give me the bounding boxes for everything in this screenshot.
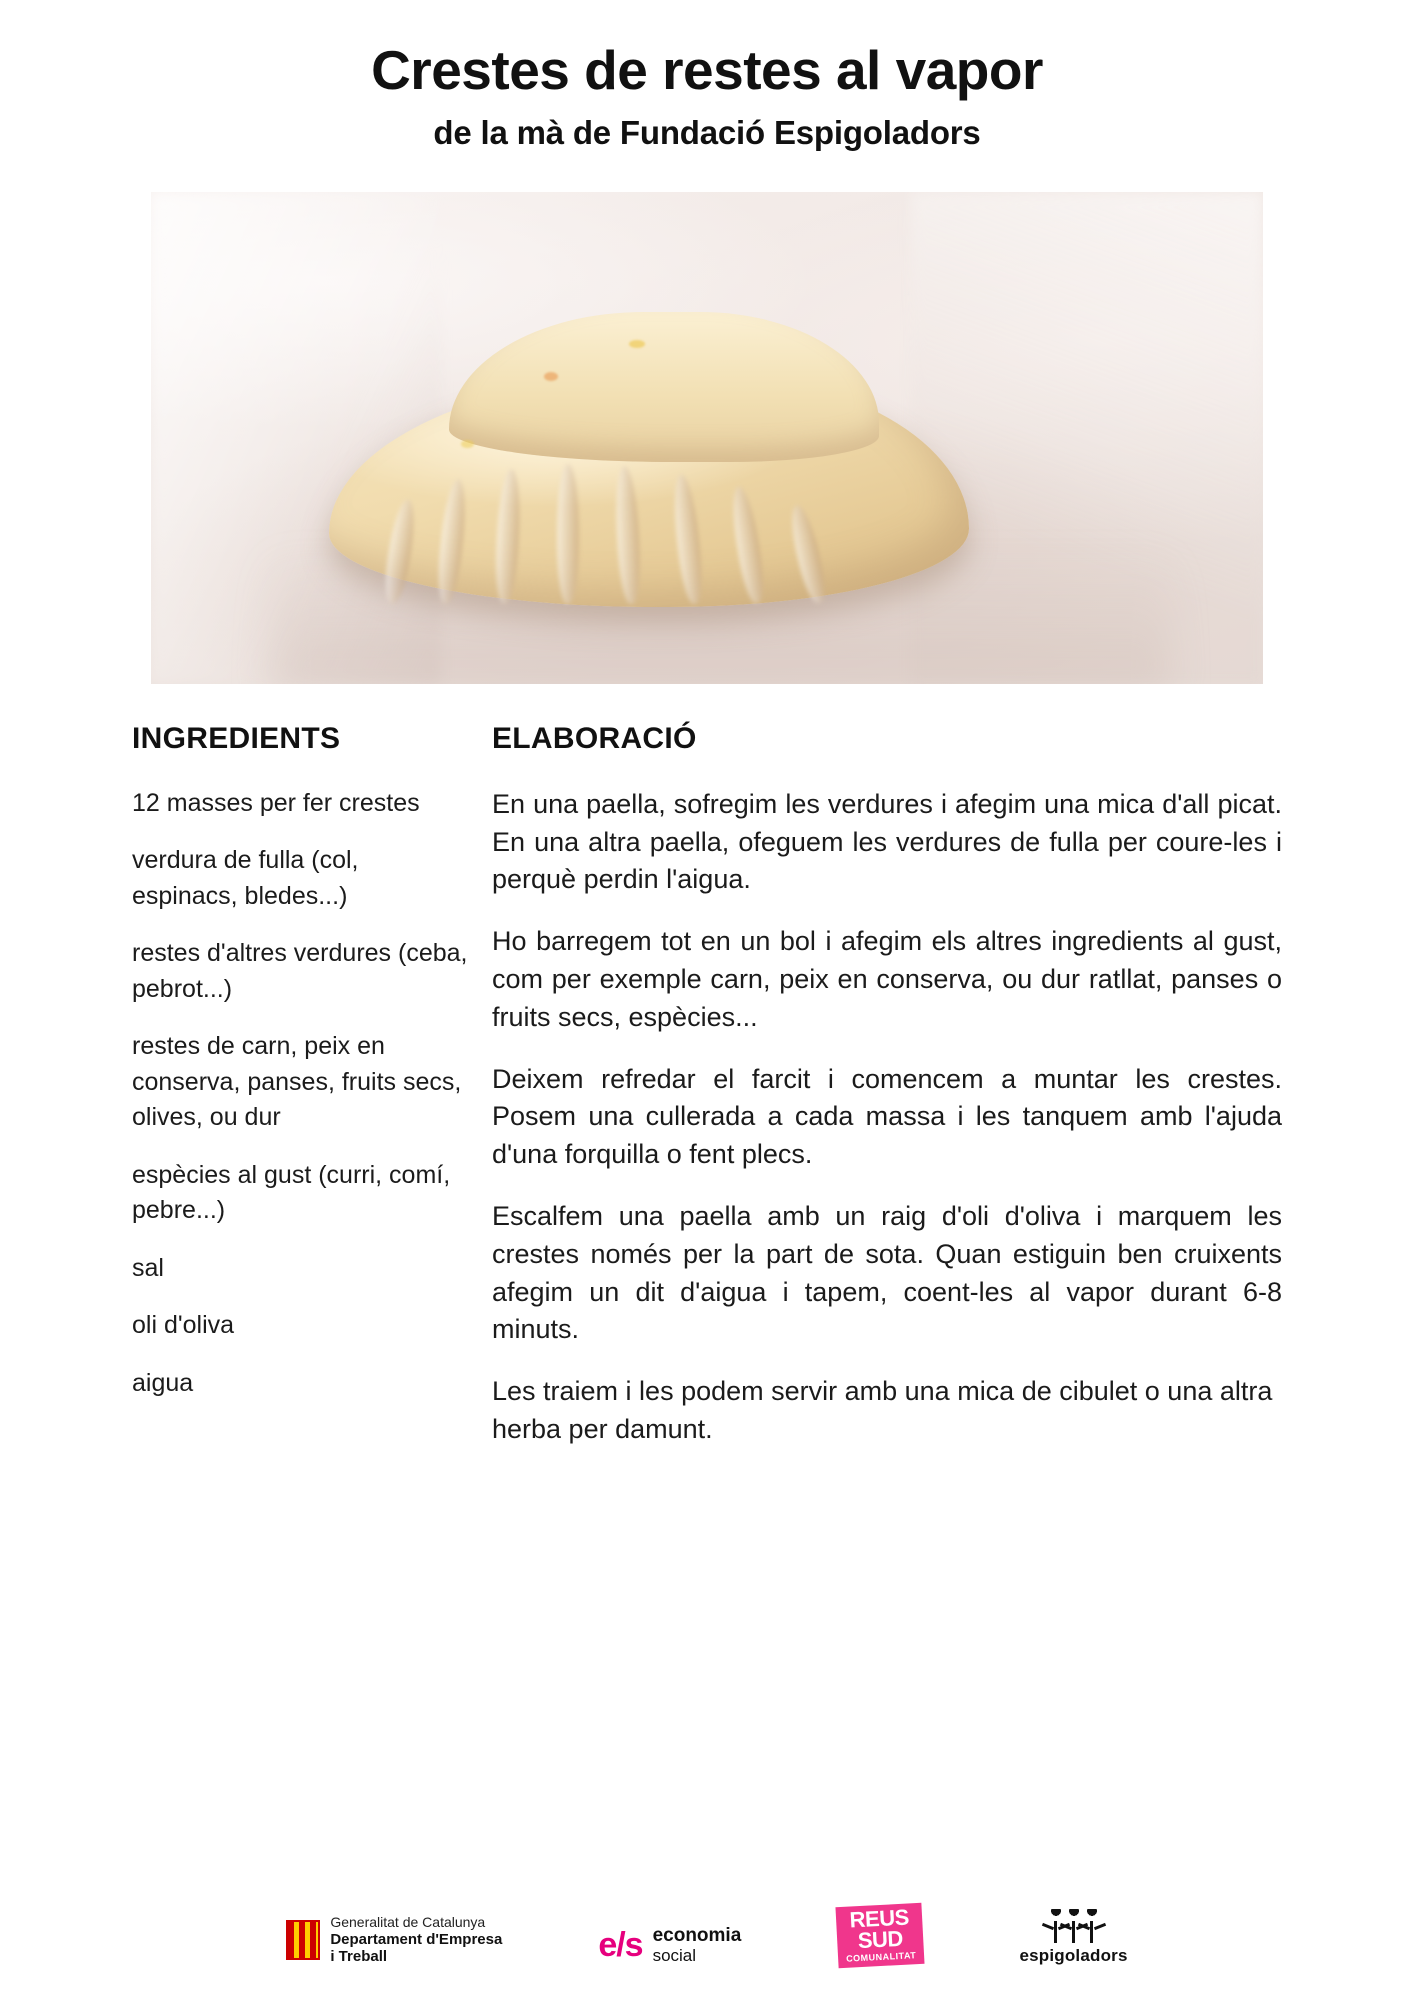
economia-social-line2: social — [652, 1946, 697, 1966]
espigoladors-people-icon — [1019, 1903, 1127, 1943]
recipe-photo — [151, 192, 1263, 684]
ingredients-heading: INGREDIENTS — [132, 721, 341, 755]
ingredient-item: aigua — [132, 1368, 194, 1397]
dumpling-illustration — [329, 312, 969, 612]
recipe-body — [0, 722, 1414, 1473]
generalitat-flag-icon — [286, 1920, 320, 1960]
ingredient-item: restes de carn, peix en conserva, panses, fruits secs, olives, ou dur — [132, 1032, 462, 1132]
ingredients-column — [132, 722, 492, 1473]
photo-background — [151, 192, 1263, 684]
generalitat-line2: Departament d'Empresa — [330, 1930, 503, 1948]
economia-social-line1: economia — [652, 1924, 742, 1946]
method-step: Ho barregem tot en un bol i afegim els altres ingredients al gust, com per exemple carn, peix en conserva, ou dur ratllat, panses o fruits secs, espècies... — [492, 926, 1282, 1032]
filling-crumb — [544, 372, 558, 381]
reus-sud-line2: SUD — [857, 1925, 904, 1953]
ingredient-item: sal — [132, 1253, 164, 1282]
method-step: Deixem refredar el farcit i comencem a muntar les crestes. Posem una cullerada a cada massa i les tanquem amb l'ajuda d'una forquilla o fent plecs. — [492, 1063, 1282, 1170]
method-step: En una paella, sofregim les verdures i afegim una mica d'all picat. En una altra paella, ofeguem les verdures de fulla per coure-les i perquè perdin l'aigua. — [492, 788, 1282, 895]
logo-reus-sud — [837, 1905, 923, 1966]
dumpling-top-fold — [449, 312, 879, 462]
ingredient-item: 12 masses per fer crestes — [132, 788, 420, 817]
header — [0, 0, 1414, 152]
logo-economia-social — [598, 1925, 741, 1966]
generalitat-line1: Generalitat de Catalunya — [330, 1914, 486, 1931]
method-step: Les traiem i les podem servir amb una mica de cibulet o una altra herba per damunt. — [492, 1376, 1273, 1444]
footer-logos — [0, 1903, 1414, 1966]
page-title: Crestes de restes al vapor — [371, 39, 1043, 101]
filling-crumb — [461, 440, 474, 448]
method-step: Escalfem una paella amb un raig d'oli d'oliva i marquem les crestes només per la part de sota. Quan estiguin ben cruixents afegim un dit d'aigua i tapem, coent-les al vapor durant 6-8 minuts. — [492, 1200, 1282, 1345]
logo-generalitat-de-catalunya — [286, 1914, 502, 1966]
method-heading: ELABORACIÓ — [492, 721, 697, 755]
ingredient-item: verdura de fulla (col, espinacs, bledes...) — [132, 846, 359, 910]
page-subtitle: de la mà de Fundació Espigoladors — [433, 113, 981, 151]
dumpling-pleat — [557, 464, 579, 604]
generalitat-line3: i Treball — [330, 1948, 388, 1966]
logo-espigoladors — [1019, 1903, 1127, 1966]
method-column — [492, 722, 1282, 1473]
ingredient-item: restes d'altres verdures (ceba, pebrot...) — [132, 939, 468, 1003]
ingredient-item: espècies al gust (curri, comí, pebre...) — [132, 1160, 451, 1225]
reus-sud-line1: REUS — [849, 1904, 910, 1933]
espigoladors-name: espigoladors — [1019, 1946, 1128, 1965]
ingredient-item: oli d'oliva — [132, 1311, 235, 1340]
reus-sud-line3: COMUNALITAT — [846, 1949, 917, 1964]
economia-social-mark-icon: e/s — [598, 1926, 643, 1964]
filling-crumb — [629, 340, 645, 348]
